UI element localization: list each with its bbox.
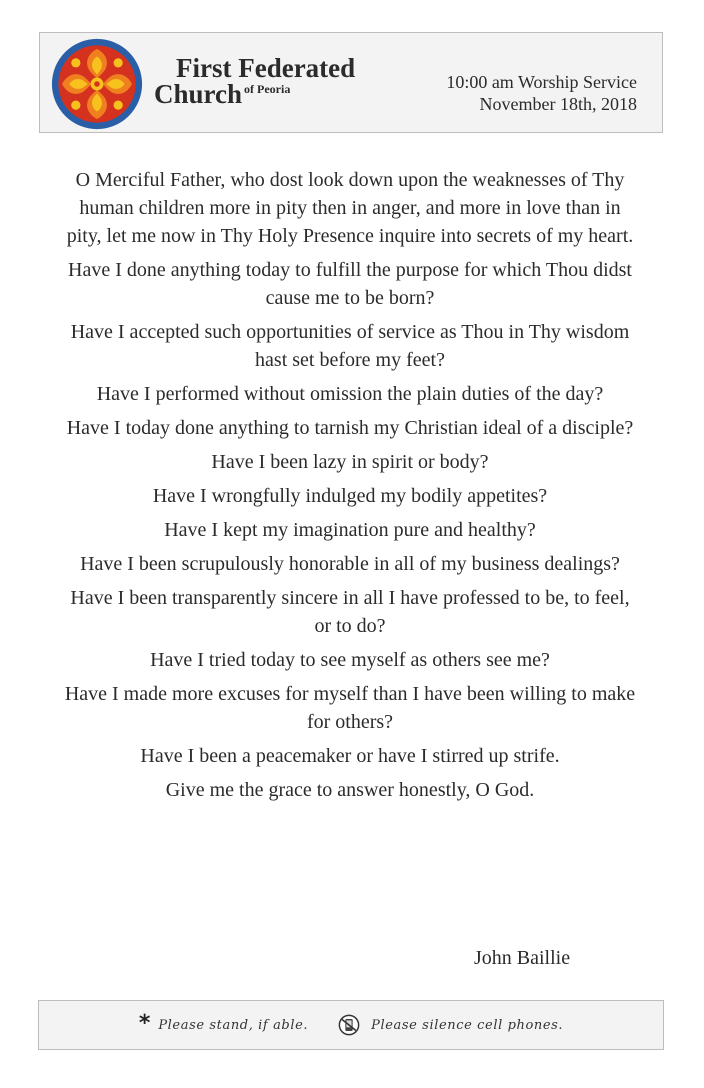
prayer-text <box>62 166 638 810</box>
footer-notes <box>39 1001 663 1049</box>
prayer-paragraph: Have I been transparently sincere in all I have professed to be, to feel, or to do? <box>70 587 630 637</box>
church-name-suffix: of Peoria <box>244 82 291 96</box>
prayer-paragraph: Have I been a peacemaker or have I stirred up strife. <box>140 745 560 767</box>
silence-phone-icon <box>338 1014 360 1036</box>
bulletin-header <box>39 32 663 133</box>
service-info <box>446 71 637 115</box>
prayer-paragraph: Have I been lazy in spirit or body? <box>211 451 489 473</box>
bulletin-footer <box>38 1000 664 1050</box>
prayer-paragraph: Give me the grace to answer honestly, O God. <box>165 779 535 801</box>
prayer-paragraph: Have I wrongfully indulged my bodily appetites? <box>152 485 548 507</box>
service-title: 10:00 am Worship Service <box>446 72 637 92</box>
prayer-paragraph: Have I tried today to see myself as others see me? <box>150 649 550 671</box>
church-name-line1: First Federated <box>176 53 356 83</box>
church-name-line2 <box>154 81 290 108</box>
prayer-paragraph: Have I performed without omission the plain duties of the day? <box>96 383 604 405</box>
prayer-paragraph: Have I done anything today to fulfill the purpose for which Thou didst cause me to be born? <box>68 259 632 309</box>
prayer-paragraph: Have I today done anything to tarnish my Christian ideal of a disciple? <box>66 417 634 439</box>
prayer-paragraph: Have I been scrupulously honorable in all of my business dealings? <box>80 553 620 575</box>
phone-note: Please silence cell phones. <box>371 1017 564 1033</box>
service-date: November 18th, 2018 <box>479 94 637 114</box>
prayer-paragraph: Have I made more excuses for myself than I have been willing to make for others? <box>64 683 636 733</box>
church-name-church: Church <box>154 79 243 109</box>
prayer-paragraph: O Merciful Father, who dost look down upon the weaknesses of Thy human children more in pity then in anger, and more in love than in pity, let me now in Thy Holy Presence inquire into secrets of my heart. <box>66 169 634 247</box>
stand-symbol: * <box>138 1010 151 1036</box>
church-cross-logo-icon <box>51 38 143 130</box>
prayer-paragraph: Have I accepted such opportunities of service as Thou in Thy wisdom hast set before my feet? <box>70 321 630 371</box>
prayer-attribution: John Baillie <box>474 947 571 969</box>
stand-note: Please stand, if able. <box>158 1017 309 1033</box>
prayer-paragraph: Have I kept my imagination pure and healthy? <box>164 519 536 541</box>
